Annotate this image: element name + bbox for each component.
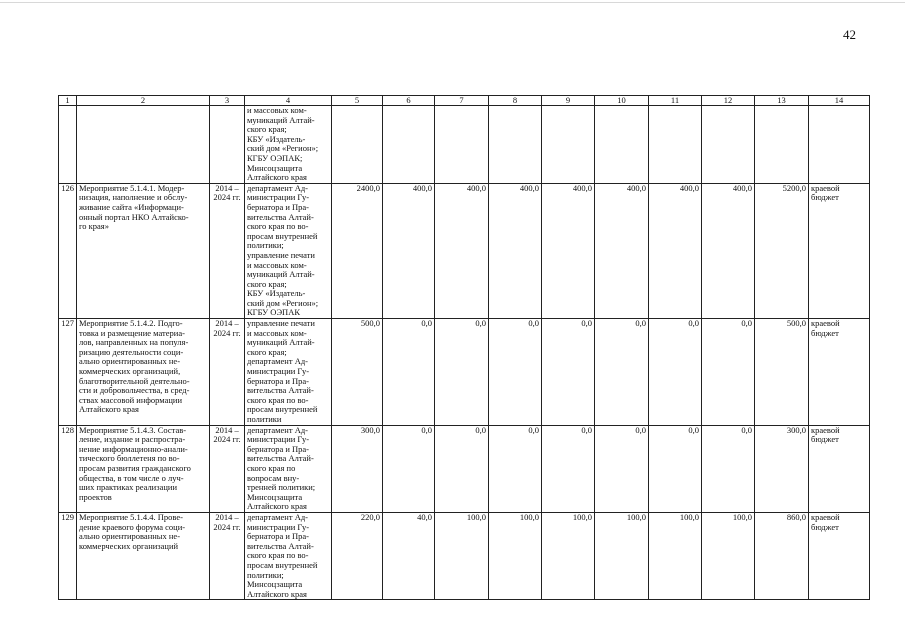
executors-cell-line: департамент Ад- — [247, 425, 308, 435]
table-row — [59, 183, 870, 318]
activity-name-cell-line: ризацию деятельности соци- — [79, 346, 184, 357]
funding-value-cell: 0,0 — [435, 425, 489, 512]
period-cell-line: 2024 гг. — [213, 434, 241, 445]
activity-name-cell-line: ление, издание и распростра- — [79, 434, 186, 445]
period-cell — [210, 512, 245, 599]
funding-source-cell-line: бюджет — [811, 521, 839, 532]
executors-cell — [245, 512, 332, 599]
column-number-header: 2 — [77, 96, 210, 106]
activity-name-cell-line: Мероприятие 5.1.4.2. Подго- — [79, 318, 183, 329]
funding-source-cell-line: краевой — [811, 425, 840, 435]
executors-cell-line: управление печати — [247, 318, 315, 329]
page-number: 42 — [843, 27, 856, 42]
funding-value-cell: 0,0 — [595, 319, 649, 426]
activity-name-cell-line: тического бюллетеня по во- — [79, 453, 180, 464]
row-number-cell: 128 — [59, 425, 77, 512]
empty-cell — [435, 106, 489, 184]
activity-name-cell-line: дение краевого форума соци- — [79, 521, 186, 532]
executors-cell-line: ского края по во- — [247, 221, 309, 232]
activity-name-cell-line: ших практиках реализации — [79, 482, 178, 493]
executors-cell — [245, 106, 332, 184]
funding-value-cell: 100,0 — [542, 512, 595, 599]
executors-cell-line: политики; — [247, 569, 284, 580]
activity-name-cell-line: товка и размещение материа- — [79, 327, 185, 338]
executors-cell-line: ского края по — [247, 462, 296, 473]
empty-cell — [77, 106, 210, 184]
empty-cell — [542, 106, 595, 184]
funding-value-cell: 0,0 — [702, 425, 755, 512]
executors-cell-line: вопросам вну- — [247, 472, 300, 483]
activity-name-cell-line: ально ориентированных не- — [79, 356, 181, 367]
activity-name-cell-line: онный портал НКО Алтайско- — [79, 211, 189, 222]
funding-value-cell: 100,0 — [649, 512, 702, 599]
activity-name-cell — [77, 512, 210, 599]
empty-cell — [383, 106, 435, 184]
scan-edge-top — [0, 2, 905, 3]
period-cell-line: 2024 гг. — [213, 521, 241, 532]
executors-cell-line: управление печати — [247, 249, 315, 260]
executors-cell-line: муникаций Алтай- — [247, 337, 315, 348]
row-number-cell: 129 — [59, 512, 77, 599]
activity-name-cell-line: живание сайта «Информаци- — [79, 201, 184, 212]
executors-cell-line: и массовых ком- — [247, 259, 307, 270]
funding-value-cell: 400,0 — [649, 183, 702, 318]
executors-cell-line: бернатора и Пра- — [247, 375, 310, 386]
executors-cell-line: Минсоцзащита — [247, 491, 303, 502]
column-number-header: 12 — [702, 96, 755, 106]
funding-value-cell: 100,0 — [435, 512, 489, 599]
activity-name-cell-line: Мероприятие 5.1.4.4. Прове- — [79, 512, 183, 522]
executors-cell-line: департамент Ад- — [247, 512, 308, 522]
period-cell — [210, 319, 245, 426]
funding-value-cell: 400,0 — [435, 183, 489, 318]
executors-cell-line: КБУ «Издатель- — [247, 133, 306, 144]
funding-source-cell — [809, 512, 870, 599]
executors-cell-line: ский дом «Регион»; — [247, 297, 319, 308]
period-cell-line: 2014 – — [215, 318, 239, 329]
activity-name-cell — [77, 425, 210, 512]
executors-cell-line: политики — [247, 414, 282, 424]
executors-cell-line: политики; — [247, 240, 284, 251]
period-cell-line: 2014 – — [215, 425, 239, 435]
column-number-header: 5 — [332, 96, 383, 106]
executors-cell-line: министрации Гу- — [247, 521, 310, 532]
funding-source-cell — [809, 319, 870, 426]
funding-value-cell: 400,0 — [595, 183, 649, 318]
activity-name-cell-line: го края» — [79, 221, 109, 232]
program-activities-table — [58, 95, 870, 600]
executors-cell-line: бернатора и Пра- — [247, 443, 310, 454]
activity-name-cell-line: общества, в том числе о луч- — [79, 472, 184, 483]
funding-value-cell: 400,0 — [702, 183, 755, 318]
executors-cell-line: ский дом «Регион»; — [247, 143, 319, 154]
funding-value-cell: 0,0 — [542, 319, 595, 426]
column-number-header: 1 — [59, 96, 77, 106]
funding-value-cell: 0,0 — [383, 319, 435, 426]
funding-value-cell: 860,0 — [755, 512, 809, 599]
activity-name-cell-line: коммерческих организаций — [79, 540, 179, 551]
funding-value-cell: 300,0 — [332, 425, 383, 512]
funding-source-cell-line: краевой — [811, 183, 840, 193]
funding-value-cell: 2400,0 — [332, 183, 383, 318]
executors-cell-line: бернатора и Пра- — [247, 201, 310, 212]
funding-value-cell: 0,0 — [383, 425, 435, 512]
funding-value-cell: 220,0 — [332, 512, 383, 599]
column-number-header: 7 — [435, 96, 489, 106]
funding-value-cell: 0,0 — [435, 319, 489, 426]
activity-name-cell-line: низация, наполнение и обслу- — [79, 192, 188, 203]
empty-cell — [332, 106, 383, 184]
empty-cell — [59, 106, 77, 184]
executors-cell-line: ского края; — [247, 346, 287, 357]
empty-cell — [649, 106, 702, 184]
activity-name-cell-line: благотворительной деятельно- — [79, 375, 190, 386]
executors-cell-line: департамент Ад- — [247, 183, 308, 193]
funding-value-cell: 40,0 — [383, 512, 435, 599]
funding-value-cell: 0,0 — [702, 319, 755, 426]
activity-name-cell-line: сти и добровольчества, в сред- — [79, 385, 190, 396]
empty-cell — [595, 106, 649, 184]
period-cell — [210, 183, 245, 318]
funding-source-cell-line: краевой — [811, 512, 840, 522]
period-cell-line: 2014 – — [215, 512, 239, 522]
period-cell — [210, 425, 245, 512]
funding-value-cell: 500,0 — [755, 319, 809, 426]
funding-source-cell-line: краевой — [811, 318, 840, 329]
executors-cell-line: КГБУ ОЭПАК; — [247, 152, 303, 163]
column-number-header: 9 — [542, 96, 595, 106]
empty-cell — [809, 106, 870, 184]
funding-source-cell — [809, 183, 870, 318]
column-number-header: 13 — [755, 96, 809, 106]
period-cell-line: 2024 гг. — [213, 192, 241, 203]
empty-cell — [489, 106, 542, 184]
funding-source-cell — [809, 425, 870, 512]
executors-cell-line: бернатора и Пра- — [247, 531, 310, 542]
funding-source-cell-line: бюджет — [811, 192, 839, 203]
executors-cell-line: вительства Алтай- — [247, 540, 314, 551]
executors-cell-line: и массовых ком- — [247, 327, 307, 338]
funding-value-cell: 0,0 — [489, 425, 542, 512]
activity-name-cell-line: ствах массовой информации — [79, 394, 183, 405]
activity-name-cell-line: лов, направленных на популя- — [79, 337, 189, 348]
funding-value-cell: 100,0 — [702, 512, 755, 599]
executors-cell-line: ского края по во- — [247, 550, 309, 561]
table-row — [59, 319, 870, 426]
executors-cell-line: Минсоцзащита — [247, 579, 303, 590]
empty-cell — [210, 106, 245, 184]
activity-name-cell-line: коммерческих организаций, — [79, 366, 181, 377]
funding-value-cell: 100,0 — [595, 512, 649, 599]
executors-cell-line: КБУ «Издатель- — [247, 288, 306, 299]
table-row — [59, 425, 870, 512]
executors-cell-line: муникаций Алтай- — [247, 114, 315, 125]
funding-value-cell: 0,0 — [649, 319, 702, 426]
executors-cell-line: Алтайского края — [247, 172, 307, 183]
executors-cell-line: тренней политики; — [247, 482, 316, 493]
executors-cell-line: министрации Гу- — [247, 366, 310, 377]
period-cell-line: 2014 – — [215, 183, 239, 193]
empty-cell — [702, 106, 755, 184]
executors-cell-line: просам внутренней — [247, 404, 318, 415]
executors-cell-line: министрации Гу- — [247, 192, 310, 203]
column-number-header: 6 — [383, 96, 435, 106]
executors-cell-line: ского края по во- — [247, 394, 309, 405]
activity-name-cell-line: Алтайского края — [79, 404, 139, 415]
executors-cell — [245, 183, 332, 318]
column-number-header: 4 — [245, 96, 332, 106]
funding-value-cell: 100,0 — [489, 512, 542, 599]
executors-cell-line: ского края; — [247, 124, 287, 135]
funding-value-cell: 0,0 — [595, 425, 649, 512]
table-row — [59, 512, 870, 599]
funding-value-cell: 5200,0 — [755, 183, 809, 318]
funding-value-cell: 400,0 — [383, 183, 435, 318]
period-cell-line: 2024 гг. — [213, 327, 241, 338]
activity-name-cell-line: просам развития гражданского — [79, 462, 191, 473]
column-number-row — [59, 96, 870, 106]
funding-source-cell-line: бюджет — [811, 327, 839, 338]
executors-cell-line: Алтайского края — [247, 588, 307, 599]
activity-name-cell — [77, 183, 210, 318]
executors-cell-line: ского края; — [247, 278, 287, 289]
activity-name-cell — [77, 319, 210, 426]
activity-name-cell-line: проектов — [79, 491, 112, 502]
executors-cell-line: КГБУ ОЭПАК — [247, 307, 301, 318]
activity-name-cell-line: ально ориентированных не- — [79, 531, 181, 542]
row-number-cell: 126 — [59, 183, 77, 318]
executors-cell-line: муникаций Алтай- — [247, 269, 315, 280]
funding-value-cell: 0,0 — [542, 425, 595, 512]
activity-name-cell-line: нение информационно-анали- — [79, 443, 188, 454]
column-number-header: 3 — [210, 96, 245, 106]
activity-name-cell-line: Мероприятие 5.1.4.3. Состав- — [79, 425, 187, 435]
executors-cell — [245, 319, 332, 426]
executors-cell-line: вительства Алтай- — [247, 211, 314, 222]
funding-value-cell: 0,0 — [489, 319, 542, 426]
executors-cell-line: вительства Алтай- — [247, 385, 314, 396]
funding-value-cell: 400,0 — [489, 183, 542, 318]
column-number-header: 11 — [649, 96, 702, 106]
executors-cell-line: министрации Гу- — [247, 434, 310, 445]
executors-cell-line: Алтайского края — [247, 501, 307, 512]
executors-cell-line: просам внутренней — [247, 230, 318, 241]
funding-value-cell: 300,0 — [755, 425, 809, 512]
executors-cell — [245, 425, 332, 512]
empty-cell — [755, 106, 809, 184]
executors-cell-line: и массовых ком- — [247, 105, 307, 115]
executors-cell-line: департамент Ад- — [247, 356, 308, 367]
row-number-cell: 127 — [59, 319, 77, 426]
funding-value-cell: 500,0 — [332, 319, 383, 426]
continuation-row — [59, 106, 870, 184]
executors-cell-line: вительства Алтай- — [247, 453, 314, 464]
funding-source-cell-line: бюджет — [811, 434, 839, 445]
executors-cell-line: просам внутренней — [247, 559, 318, 570]
column-number-header: 8 — [489, 96, 542, 106]
funding-value-cell: 400,0 — [542, 183, 595, 318]
funding-value-cell: 0,0 — [649, 425, 702, 512]
column-number-header: 10 — [595, 96, 649, 106]
executors-cell-line: Минсоцзащита — [247, 162, 303, 173]
activity-name-cell-line: Мероприятие 5.1.4.1. Модер- — [79, 183, 185, 193]
column-number-header: 14 — [809, 96, 870, 106]
